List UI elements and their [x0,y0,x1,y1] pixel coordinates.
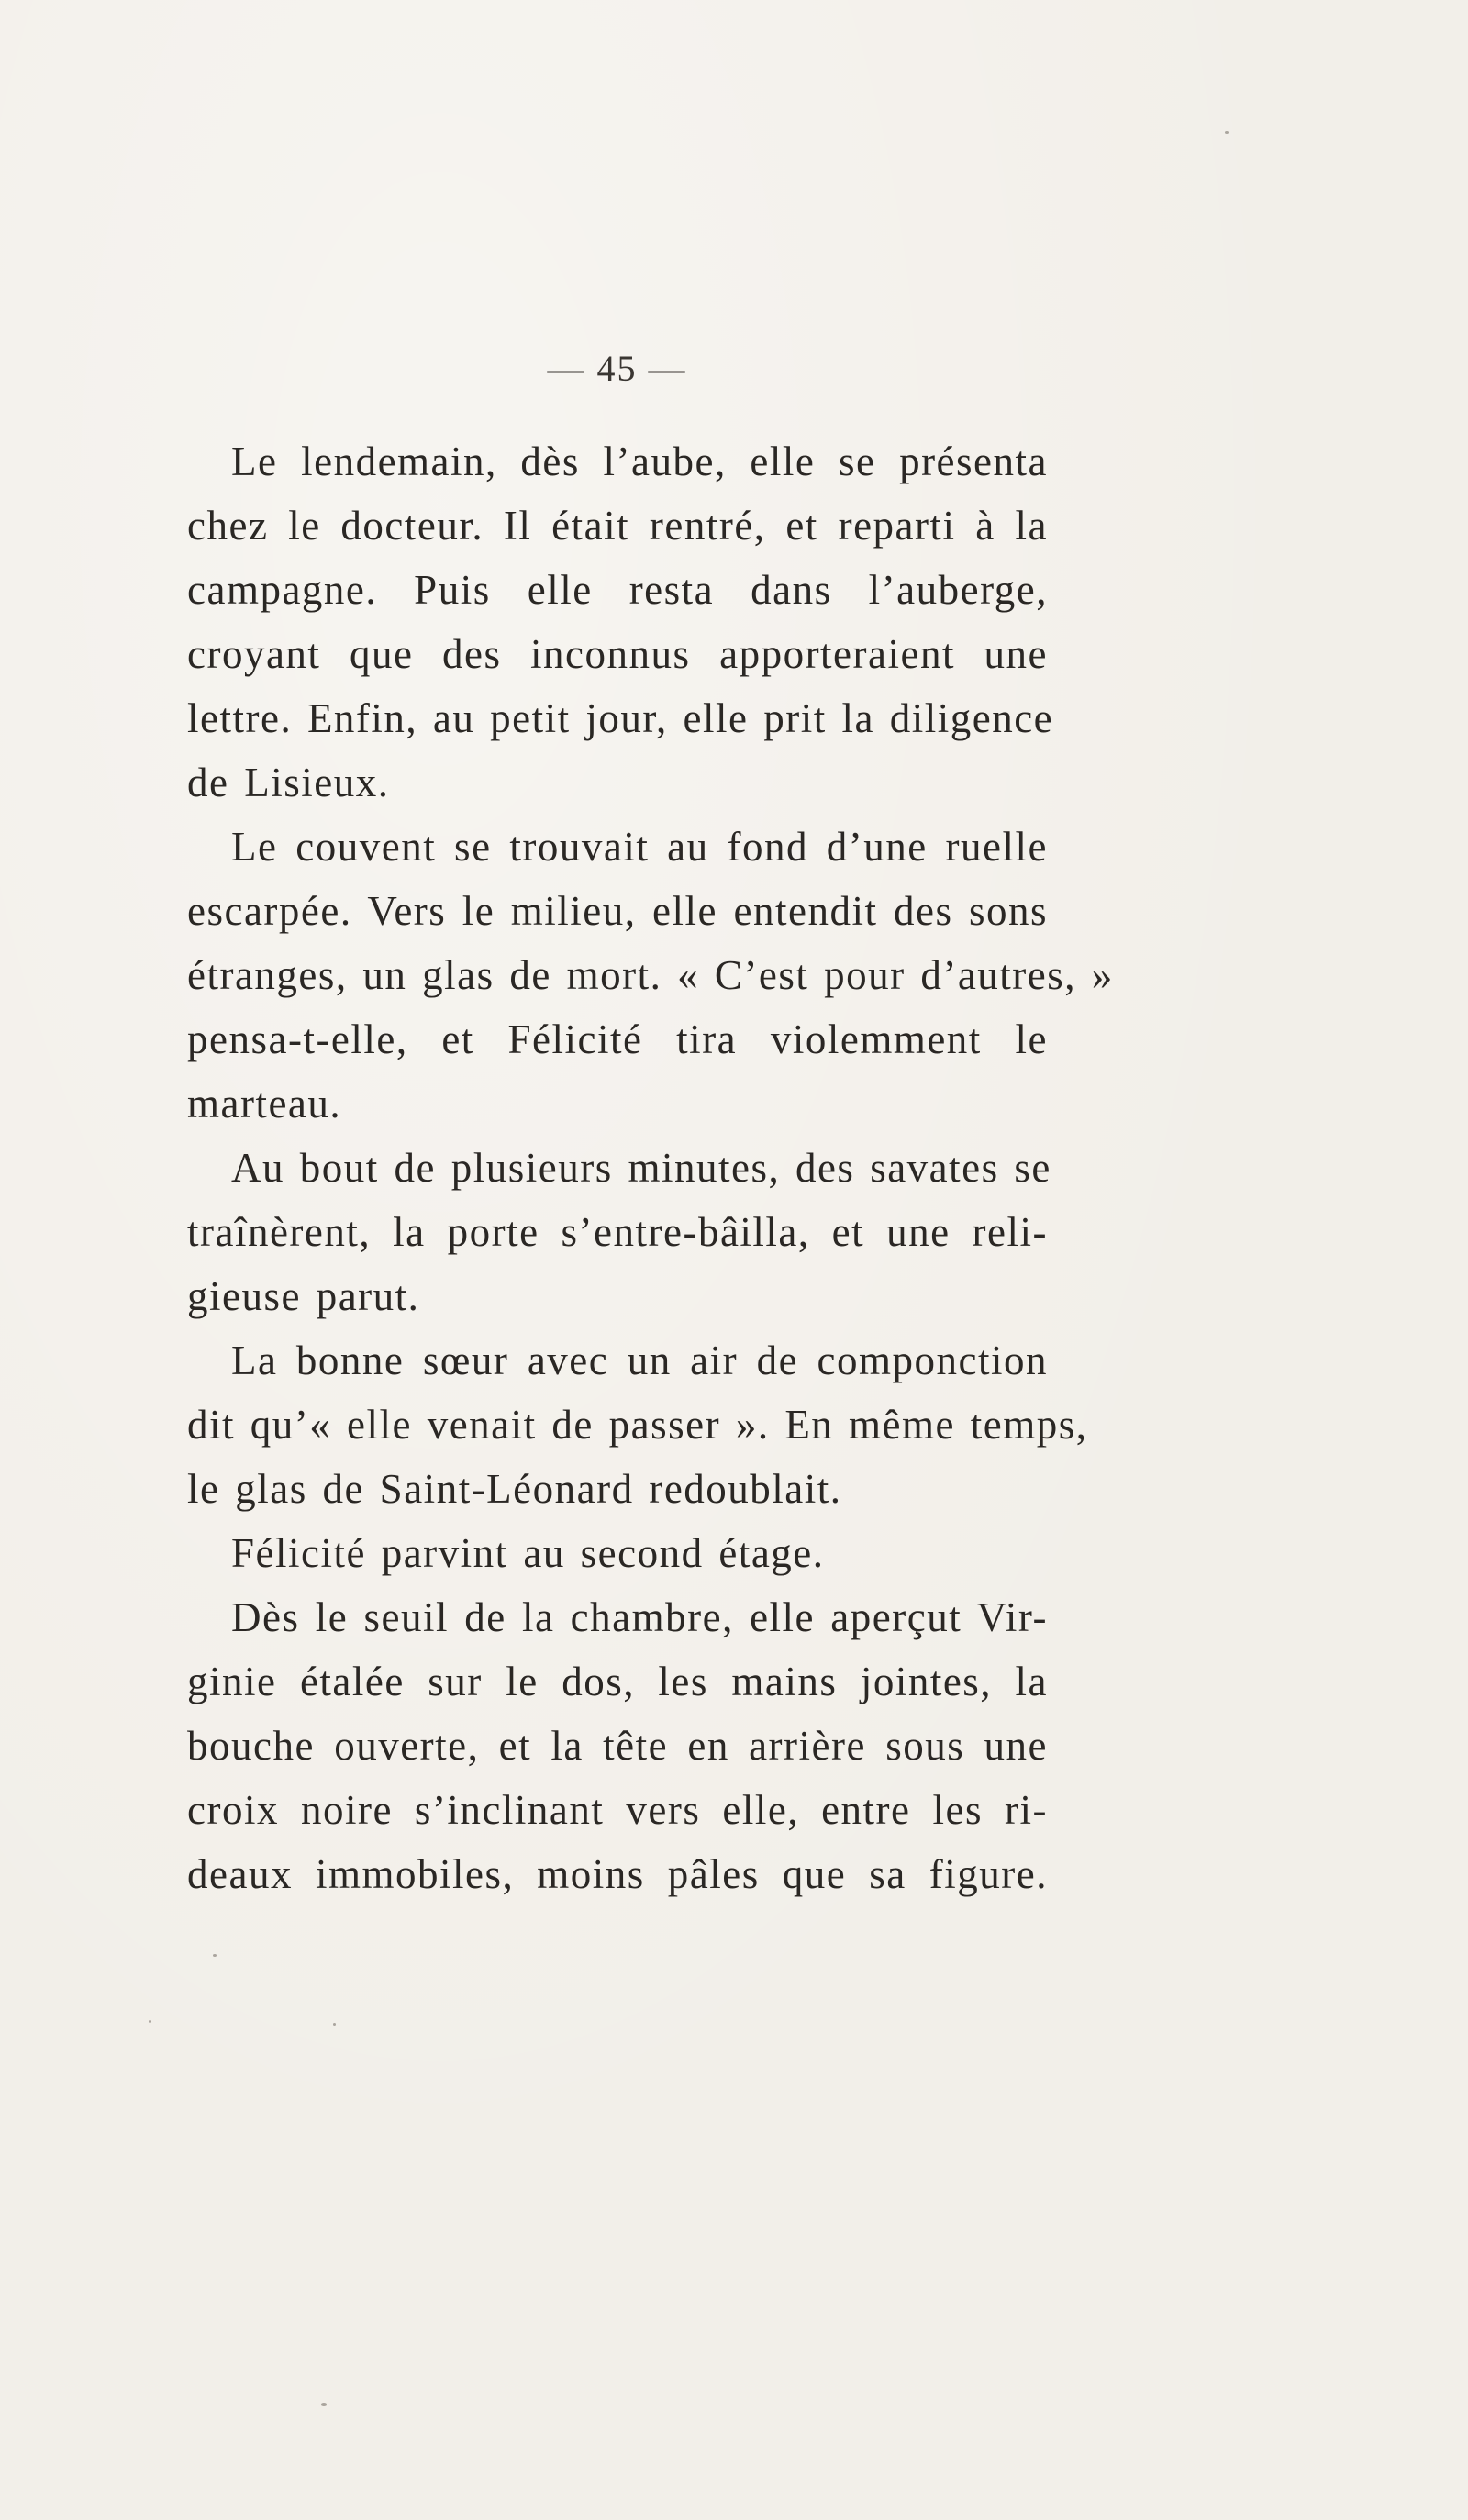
paragraph-2 [187,815,1114,1136]
paragraph-1 [187,429,1054,815]
text-line: campagne. Puis elle resta dans l’auberge, [187,567,1048,613]
text-line: Dès le seuil de la chambre, elle aperçut Vir- [231,1594,1048,1640]
text-line: marteau. [187,1081,342,1127]
page-number: — 45 — [547,348,687,389]
text-line: Félicité parvint au second étage. [231,1530,825,1576]
paragraph-6 [187,1585,1048,1906]
text-line: Au bout de plusieurs minutes, des savates se [231,1145,1051,1191]
text-line: étranges, un glas de mort. « C’est pour d’autres, » [187,952,1114,998]
text-line: pensa-t-elle, et Félicité tira violemment le [187,1016,1048,1062]
body-text [187,429,1114,1906]
text-line: La bonne sœur avec un air de componction [231,1338,1048,1383]
text-line: gieuse parut. [187,1273,420,1319]
text-line: traînèrent, la porte s’entre-bâilla, et une reli- [187,1209,1048,1255]
text-line: Le couvent se trouvait au fond d’une ruelle [231,824,1048,870]
paragraph-5 [187,1521,1048,1585]
paper-speck [149,2020,151,2023]
paragraph-4 [187,1328,1088,1521]
paper-speck [1225,131,1229,134]
paper-speck [213,1954,217,1957]
text-line: croix noire s’inclinant vers elle, entre les ri- [187,1787,1048,1833]
paper-speck [333,2023,336,2026]
text-line: ginie étalée sur le dos, les mains jointes, la [187,1659,1048,1704]
text-line: lettre. Enfin, au petit jour, elle prit la diligence [187,695,1054,741]
text-line: chez le docteur. Il était rentré, et reparti à la [187,503,1048,549]
text-line: de Lisieux. [187,760,390,805]
text-line: Le lendemain, dès l’aube, elle se présenta [231,439,1048,484]
text-line: dit qu’« elle venait de passer ». En même temps, [187,1402,1088,1448]
text-line: deaux immobiles, moins pâles que sa figure. [187,1851,1048,1897]
text-line: le glas de Saint-Léonard redoublait. [187,1466,842,1512]
text-line: escarpée. Vers le milieu, elle entendit des sons [187,888,1048,934]
text-line: croyant que des inconnus apporteraient une [187,631,1048,677]
paper-speck [321,2403,327,2406]
paragraph-3 [187,1136,1051,1328]
text-line: bouche ouverte, et la tête en arrière sous une [187,1723,1048,1769]
